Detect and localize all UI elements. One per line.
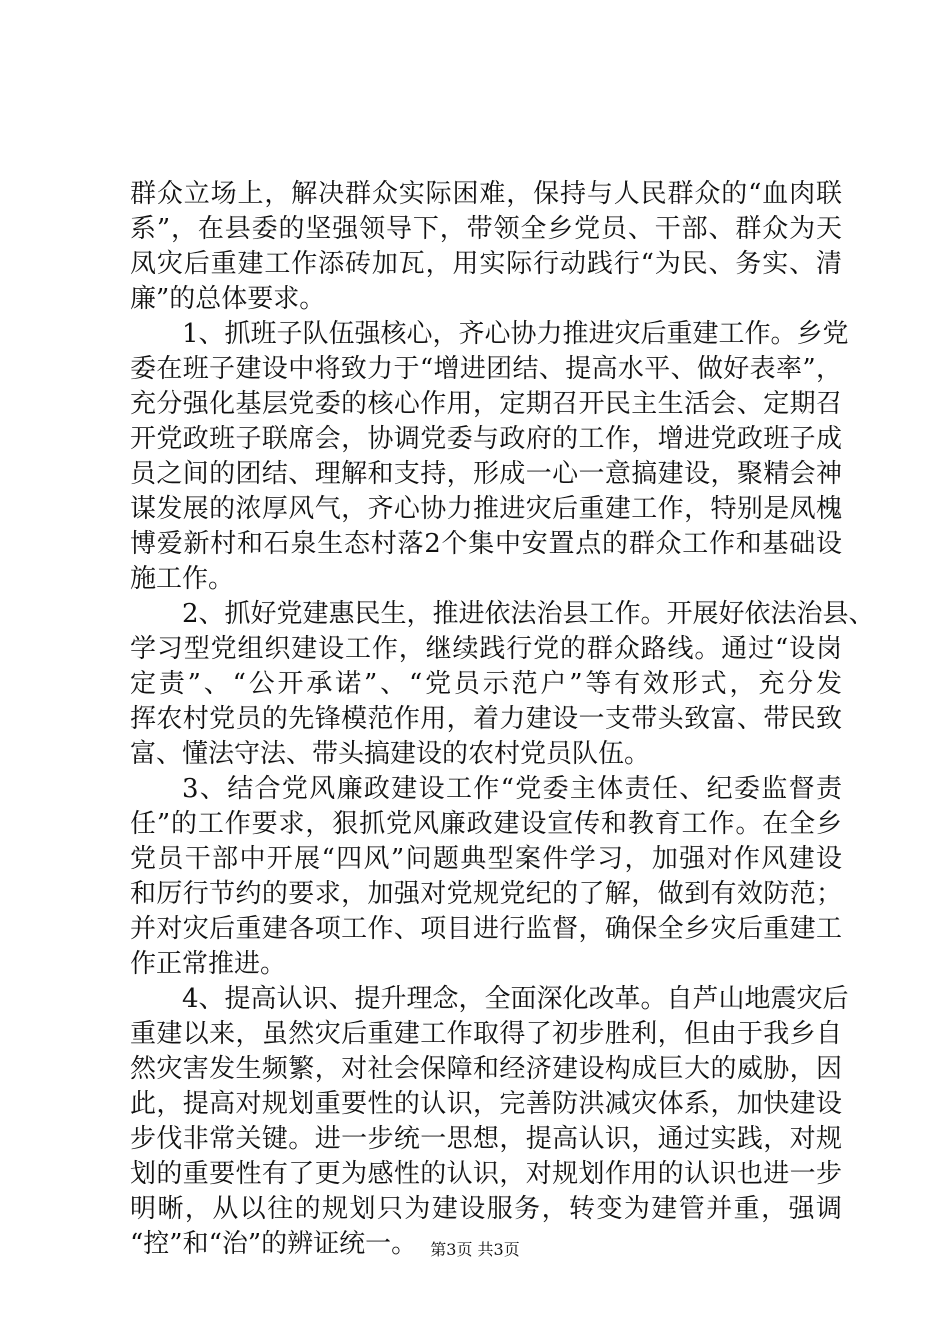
text-line: 凤灾后重建工作添砖加瓦，用实际行动践行“为民、务实、清: [130, 249, 842, 279]
text-line: 员之间的团结、理解和支持，形成一心一意搞建设，聚精会神: [130, 459, 842, 489]
text-line: 任”的工作要求，狠抓党风廉政建设宣传和教育工作。在全乡: [130, 809, 842, 839]
text-line: 步伐非常关键。进一步统一思想，提高认识，通过实践，对规: [130, 1124, 842, 1154]
text-line: 和厉行节约的要求，加强对党规党纪的了解，做到有效防范；: [130, 879, 842, 909]
text-line: 明晰，从以往的规划只为建设服务，转变为建管并重，强调: [130, 1194, 842, 1224]
text-line: 博爱新村和石泉生态村落2个集中安置点的群众工作和基础设: [130, 529, 842, 559]
paragraph-item-4: [130, 982, 849, 1262]
text-line: 作正常推进。: [130, 949, 287, 979]
text-line: 富、懂法守法、带头搞建设的农村党员队伍。: [130, 739, 651, 769]
paragraph-item-1: [130, 317, 849, 597]
paragraph-intro: [130, 177, 842, 317]
text-line: 此，提高对规划重要性的认识，完善防洪减灾体系，加快建设: [130, 1089, 842, 1119]
text-line: 划的重要性有了更为感性的认识，对规划作用的认识也进一步: [130, 1159, 842, 1189]
text-line: 3、结合党风廉政建设工作“党委主体责任、纪委监督责: [182, 774, 842, 804]
document-body: [130, 177, 875, 1262]
text-line: 开党政班子联席会，协调党委与政府的工作，增进党政班子成: [130, 424, 842, 454]
text-line: 4、提高认识、提升理念，全面深化改革。自芦山地震灾后: [182, 984, 849, 1014]
text-line: 委在班子建设中将致力于“增进团结、提高水平、做好表率”，: [130, 354, 842, 384]
paragraph-item-3: [130, 772, 842, 982]
text-line: “控”和“治”的辨证统一。: [130, 1229, 418, 1259]
text-line: 挥农村党员的先锋模范作用，着力建设一支带头致富、带民致: [130, 704, 842, 734]
text-line: 系”，在县委的坚强领导下，带领全乡党员、干部、群众为天: [130, 214, 842, 244]
page-footer: [0, 1240, 950, 1260]
page-number-label: 第3页 共3页: [430, 1240, 520, 1259]
text-line: 2、抓好党建惠民生，推进依法治县工作。开展好依法治县、: [182, 599, 875, 629]
text-line: 学习型党组织建设工作，继续践行党的群众路线。通过“设岗: [130, 634, 842, 664]
text-line: 充分强化基层党委的核心作用，定期召开民主生活会、定期召: [130, 389, 842, 419]
text-line: 施工作。: [130, 564, 235, 594]
text-line: 1、抓班子队伍强核心，齐心协力推进灾后重建工作。乡党: [182, 319, 849, 349]
text-line: 党员干部中开展“四风”问题典型案件学习，加强对作风建设: [130, 844, 842, 874]
text-line: 然灾害发生频繁，对社会保障和经济建设构成巨大的威胁，因: [130, 1054, 842, 1084]
text-line: 廉”的总体要求。: [130, 284, 326, 314]
text-line: 并对灾后重建各项工作、项目进行监督，确保全乡灾后重建工: [130, 914, 842, 944]
text-line: 谋发展的浓厚风气，齐心协力推进灾后重建工作，特别是凤槐: [130, 494, 842, 524]
text-line: 定责”、“公开承诺”、“党员示范户”等有效形式，充分发: [130, 669, 842, 699]
text-line: 重建以来，虽然灾后重建工作取得了初步胜利，但由于我乡自: [130, 1019, 842, 1049]
text-line: 群众立场上，解决群众实际困难，保持与人民群众的“血肉联: [130, 179, 842, 209]
paragraph-item-2: [130, 597, 875, 772]
